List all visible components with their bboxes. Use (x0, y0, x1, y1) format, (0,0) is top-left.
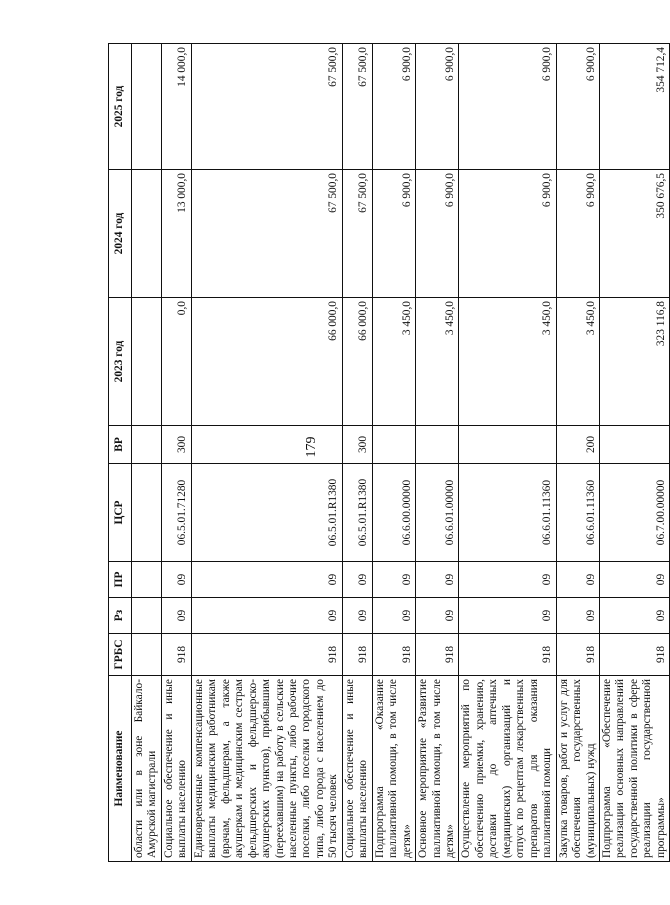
amount-2023: 3 450,0 (459, 298, 556, 426)
table-row (132, 44, 162, 862)
amount-2023: 3 450,0 (416, 298, 459, 426)
vr-cell: 300 (161, 426, 191, 464)
grbs-cell: 918 (342, 634, 372, 676)
pr-cell (132, 562, 162, 598)
amount-2024: 67 500,0 (342, 170, 372, 298)
column-header: ЦСР (109, 464, 132, 562)
column-header: Рз (109, 598, 132, 634)
table-row (342, 44, 372, 862)
amount-2025: 14 000,0 (161, 44, 191, 170)
row-name: области или в зоне Байкало-Амурской магистрали (132, 676, 162, 862)
grbs-cell: 918 (416, 634, 459, 676)
csr-cell: 06.5.01.R1380 (342, 464, 372, 562)
amount-2023: 66 000,0 (342, 298, 372, 426)
row-name: Закупка товаров, работ и услуг для обеспечения государственных (муниципальных) нужд (556, 676, 599, 862)
table-row (372, 44, 415, 862)
amount-2024: 13 000,0 (161, 170, 191, 298)
csr-cell: 06.7.00.00000 (599, 464, 669, 562)
amount-2025 (132, 44, 162, 170)
amount-2025: 67 500,0 (342, 44, 372, 170)
grbs-cell: 918 (556, 634, 599, 676)
amount-2024: 350 676,5 (599, 170, 669, 298)
rz-cell: 09 (599, 598, 669, 634)
rz-cell: 09 (342, 598, 372, 634)
row-name: Социальное обеспечение и иные выплаты населению (161, 676, 191, 862)
column-header: 2024 год (109, 170, 132, 298)
column-header: 2023 год (109, 298, 132, 426)
page-number: 179 (304, 436, 319, 458)
csr-cell (132, 464, 162, 562)
rz-cell: 09 (556, 598, 599, 634)
pr-cell: 09 (161, 562, 191, 598)
amount-2023: 323 116,8 (599, 298, 669, 426)
vr-cell (191, 426, 342, 464)
rotated-page-content (108, 44, 667, 862)
grbs-cell (132, 634, 162, 676)
amount-2023: 3 450,0 (556, 298, 599, 426)
column-header: ГРБС (109, 634, 132, 676)
vr-cell (372, 426, 415, 464)
pr-cell: 09 (191, 562, 342, 598)
table-row (191, 44, 342, 862)
rz-cell: 09 (191, 598, 342, 634)
vr-cell (459, 426, 556, 464)
vr-cell: 200 (556, 426, 599, 464)
table-row (599, 44, 669, 862)
csr-cell: 06.6.01.11360 (459, 464, 556, 562)
amount-2023 (132, 298, 162, 426)
rz-cell (132, 598, 162, 634)
csr-cell: 06.6.01.11360 (556, 464, 599, 562)
table-row (556, 44, 599, 862)
row-name: Единовременные компенсационные выплаты медицинским работникам (врачам, фельдшерам, а также акушеркам и медицинским сестрам фельдшерских и фельдшерско-акушерских пунктов), прибывшим (переехавшим) на работу в сельские населенные пункты, либо рабочие поселки, либо поселки городского типа, либо города с населением до 50 тысяч человек (191, 676, 342, 862)
rz-cell: 09 (459, 598, 556, 634)
rz-cell: 09 (416, 598, 459, 634)
pr-cell: 09 (342, 562, 372, 598)
amount-2023: 3 450,0 (372, 298, 415, 426)
vr-cell (599, 426, 669, 464)
pr-cell: 09 (556, 562, 599, 598)
amount-2024: 6 900,0 (372, 170, 415, 298)
amount-2025: 6 900,0 (372, 44, 415, 170)
vr-cell (132, 426, 162, 464)
column-header: Наименование (109, 676, 132, 862)
table-row (416, 44, 459, 862)
pr-cell: 09 (599, 562, 669, 598)
table-header-row (109, 44, 132, 862)
column-header: ПР (109, 562, 132, 598)
grbs-cell: 918 (372, 634, 415, 676)
row-name: Социальное обеспечение и иные выплаты населению (342, 676, 372, 862)
grbs-cell: 918 (599, 634, 669, 676)
row-name: Подпрограмма «Обеспечение реализации основных направлений государственной политики в сфере реализации государственной программы» (599, 676, 669, 862)
amount-2025: 354 712,4 (599, 44, 669, 170)
vr-cell: 300 (342, 426, 372, 464)
column-header: 2025 год (109, 44, 132, 170)
pr-cell: 09 (459, 562, 556, 598)
amount-2024: 67 500,0 (191, 170, 342, 298)
amount-2024: 6 900,0 (459, 170, 556, 298)
table-row (459, 44, 556, 862)
amount-2025: 6 900,0 (459, 44, 556, 170)
amount-2024: 6 900,0 (556, 170, 599, 298)
rz-cell: 09 (372, 598, 415, 634)
grbs-cell: 918 (459, 634, 556, 676)
amount-2025: 6 900,0 (556, 44, 599, 170)
amount-2025: 6 900,0 (416, 44, 459, 170)
amount-2024 (132, 170, 162, 298)
row-name: Осуществление мероприятий по обеспечению приемки, хранению, доставки до аптечных (медицинских) организаций и отпуск по рецептам лекарственных препаратов для оказания паллиативной помощи (459, 676, 556, 862)
table-row (161, 44, 191, 862)
csr-cell: 06.6.01.00000 (416, 464, 459, 562)
vr-cell (416, 426, 459, 464)
amount-2024: 6 900,0 (416, 170, 459, 298)
column-header: ВР (109, 426, 132, 464)
budget-table (108, 43, 670, 862)
amount-2023: 0,0 (161, 298, 191, 426)
grbs-cell: 918 (191, 634, 342, 676)
row-name: Основное мероприятие «Развитие паллиативной помощи, в том числе детям» (416, 676, 459, 862)
rz-cell: 09 (161, 598, 191, 634)
amount-2025: 67 500,0 (191, 44, 342, 170)
csr-cell: 06.5.01.R1380 (191, 464, 342, 562)
grbs-cell: 918 (161, 634, 191, 676)
csr-cell: 06.5.01.71280 (161, 464, 191, 562)
pr-cell: 09 (416, 562, 459, 598)
csr-cell: 06.6.00.00000 (372, 464, 415, 562)
amount-2023: 66 000,0 (191, 298, 342, 426)
pr-cell: 09 (372, 562, 415, 598)
row-name: Подпрограмма «Оказание паллиативной помощи, в том числе детям» (372, 676, 415, 862)
